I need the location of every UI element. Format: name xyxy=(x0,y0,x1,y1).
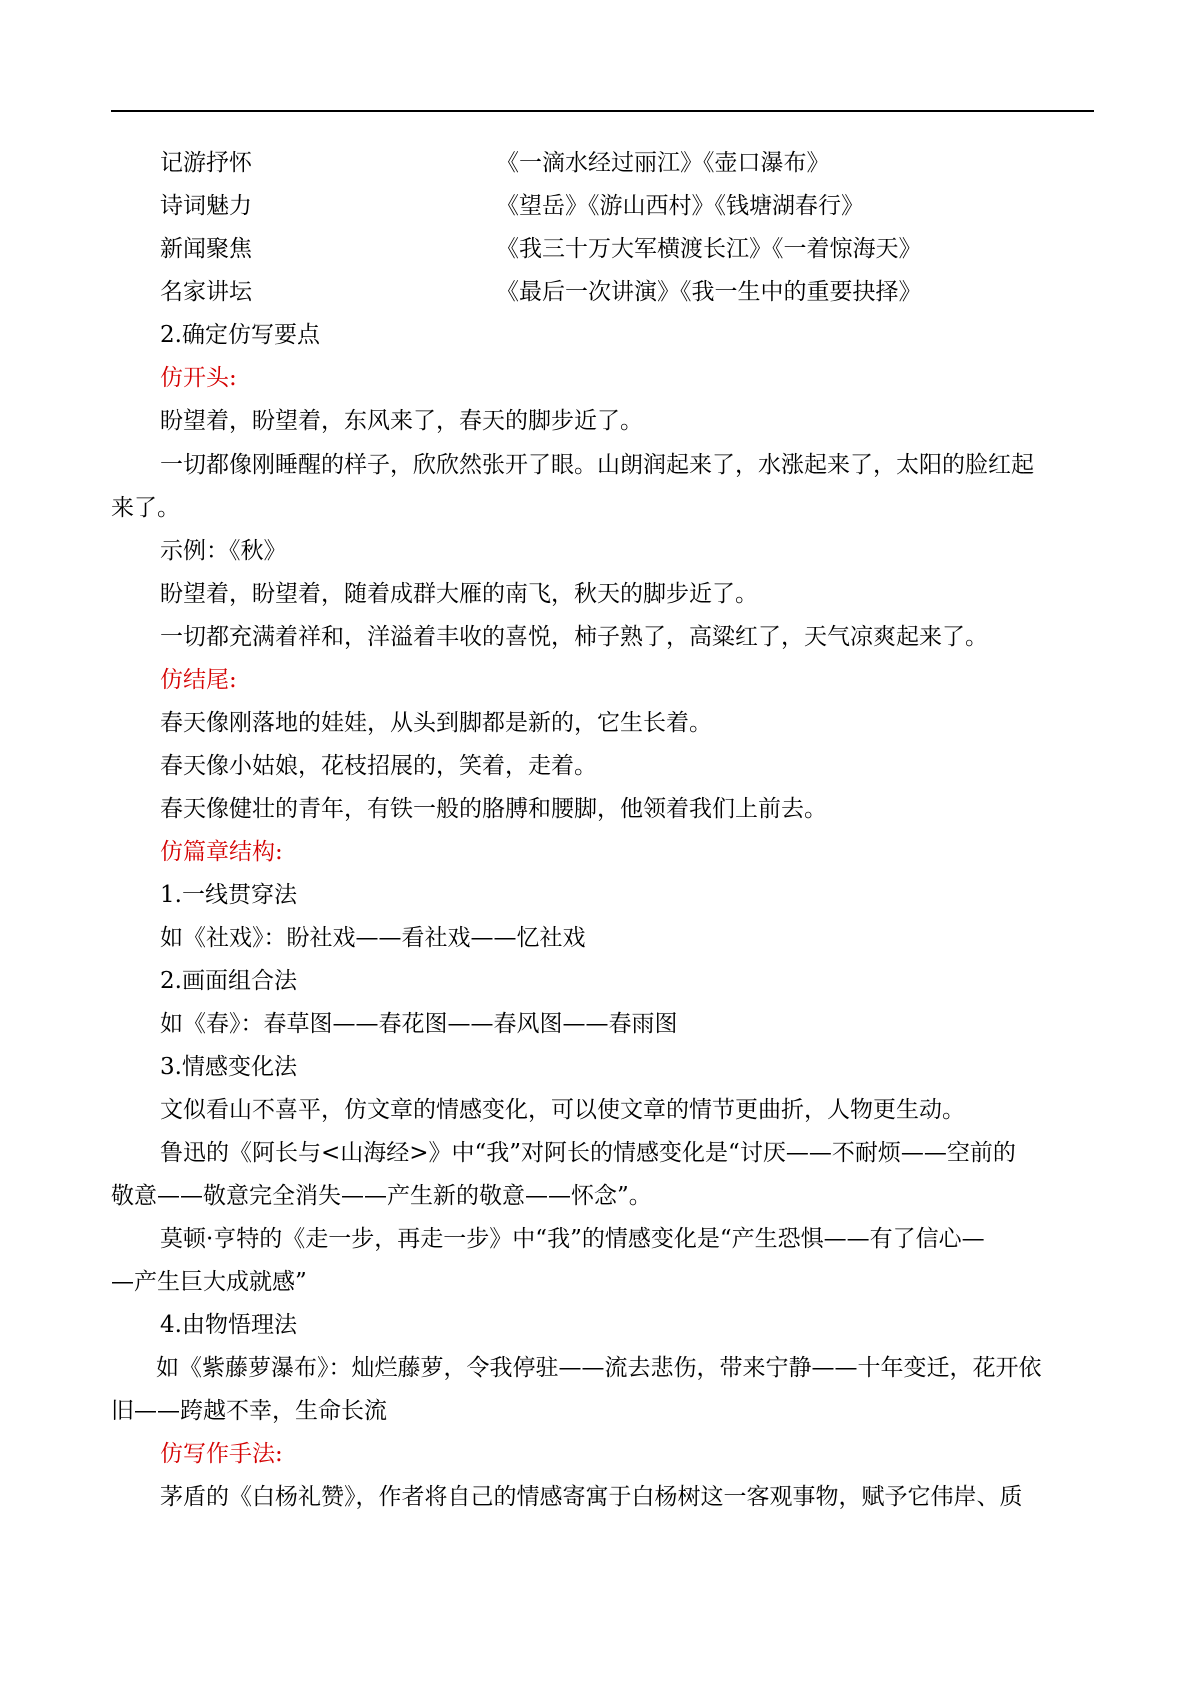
paragraph: 茅盾的《白杨礼赞》，作者将自己的情感寄寓于白杨树这一客观事物，赋予它伟岸、质 xyxy=(160,1484,1023,1510)
structure-heading: 仿篇章结构: xyxy=(160,839,283,865)
table-row xyxy=(160,191,864,221)
opening-heading: 仿开头: xyxy=(160,365,237,391)
method-title: 3.情感变化法 xyxy=(160,1054,297,1080)
paragraph: 盼望着，盼望着，东风来了，春天的脚步近了。 xyxy=(160,408,643,434)
table-row xyxy=(160,234,922,264)
ending-heading: 仿结尾: xyxy=(160,667,237,693)
table-row xyxy=(160,277,922,307)
method-title: 4.由物悟理法 xyxy=(160,1312,297,1338)
paragraph: 鲁迅的《阿长与<山海经>》中“我”对阿长的情感变化是“讨厌——不耐烦——空前的 xyxy=(160,1140,1016,1166)
section-title: 2.确定仿写要点 xyxy=(160,322,320,348)
example-label: 示例：《秋》 xyxy=(160,538,287,564)
paragraph: 一切都充满着祥和，洋溢着丰收的喜悦，柿子熟了，高粱红了，天气凉爽起来了。 xyxy=(160,624,988,650)
method-title: 1.一线贯穿法 xyxy=(160,882,297,908)
paragraph: 莫顿·亨特的《走一步，再走一步》中“我”的情感变化是“产生恐惧——有了信心— xyxy=(160,1226,985,1252)
paragraph-continuation: 旧——跨越不幸，生命长流 xyxy=(111,1398,387,1424)
table-row-label: 名家讲坛 xyxy=(160,279,252,305)
paragraph: 春天像刚落地的娃娃，从头到脚都是新的，它生长着。 xyxy=(160,710,712,736)
table-row xyxy=(160,148,830,178)
paragraph: 如《春》：春草图——春花图——春风图——春雨图 xyxy=(160,1011,678,1037)
paragraph-continuation: 敬意——敬意完全消失——产生新的敬意——怀念”。 xyxy=(111,1183,652,1209)
table-row-works: 《我三十万大军横渡长江》《一着惊海天》 xyxy=(496,236,922,262)
table-row-works: 《最后一次讲演》《我一生中的重要抉择》 xyxy=(496,279,922,305)
table-row-works: 《一滴水经过丽江》《壶口瀑布》 xyxy=(496,150,830,176)
paragraph-continuation: 来了。 xyxy=(111,495,180,521)
paragraph: 如《紫藤萝瀑布》：灿烂藤萝，令我停驻——流去悲伤，带来宁静——十年变迁，花开依 xyxy=(156,1355,1042,1381)
paragraph: 盼望着，盼望着，随着成群大雁的南飞，秋天的脚步近了。 xyxy=(160,581,758,607)
table-row-label: 诗词魅力 xyxy=(160,193,252,219)
method-title: 2.画面组合法 xyxy=(160,968,297,994)
paragraph: 文似看山不喜平，仿文章的情感变化，可以使文章的情节更曲折，人物更生动。 xyxy=(160,1097,965,1123)
paragraph: 一切都像刚睡醒的样子，欣欣然张开了眼。山朗润起来了，水涨起来了，太阳的脸红起 xyxy=(160,452,1034,478)
paragraph: 如《社戏》：盼社戏——看社戏——忆社戏 xyxy=(160,925,586,951)
table-row-label: 新闻聚焦 xyxy=(160,236,252,262)
paragraph-continuation: —产生巨大成就感” xyxy=(111,1269,307,1295)
table-row-works: 《望岳》《游山西村》《钱塘湖春行》 xyxy=(496,193,864,219)
header-rule xyxy=(111,110,1094,112)
table-row-label: 记游抒怀 xyxy=(160,150,252,176)
paragraph: 春天像健壮的青年，有铁一般的胳膊和腰脚，他领着我们上前去。 xyxy=(160,796,827,822)
paragraph: 春天像小姑娘，花枝招展的，笑着，走着。 xyxy=(160,753,597,779)
technique-heading: 仿写作手法: xyxy=(160,1441,283,1467)
